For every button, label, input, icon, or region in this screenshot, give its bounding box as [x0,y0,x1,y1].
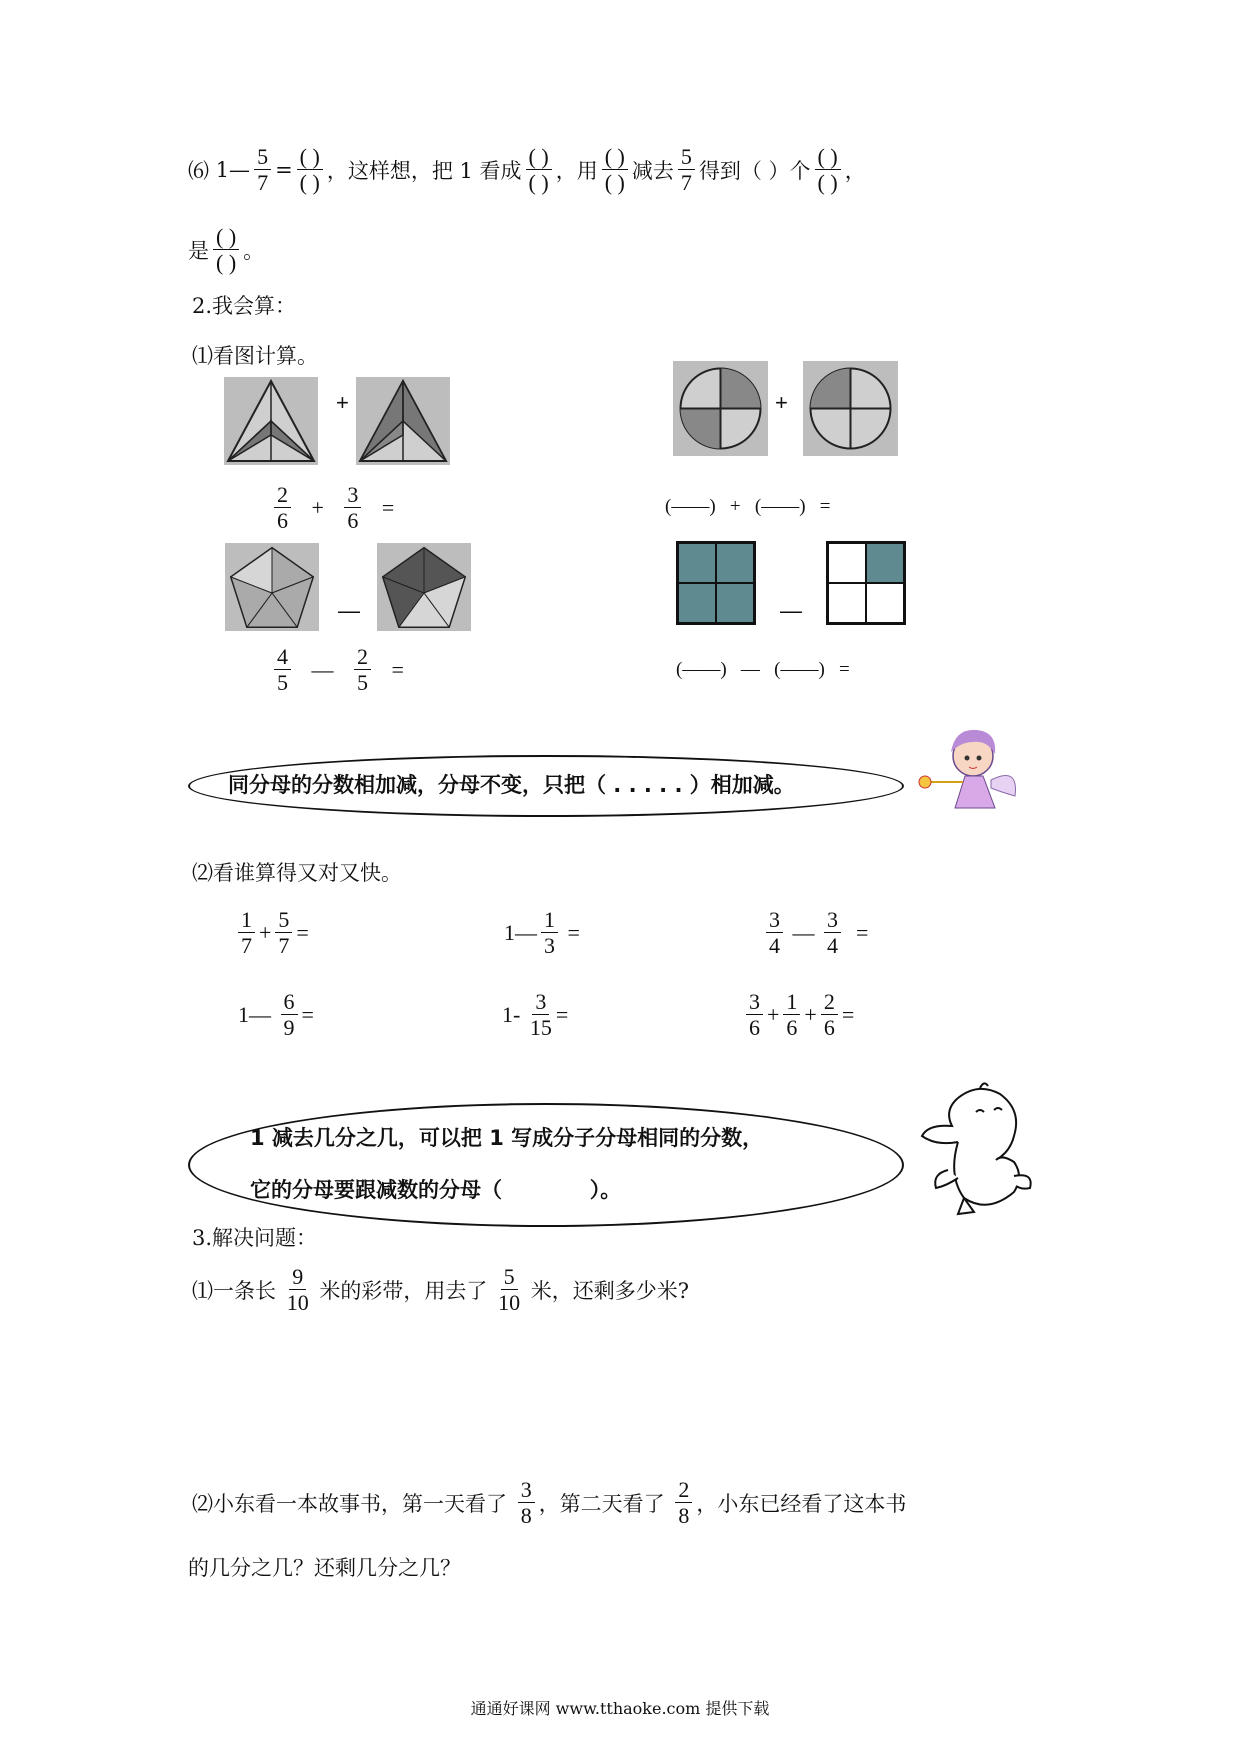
expression-row1-right: (——) + (——) = [665,496,831,517]
expression-row2-right: (——) — (——) = [676,659,850,680]
fraction: $\frac{5}{10}$ [498,1264,521,1316]
equals-sign: = [381,494,395,520]
calc-1 [234,908,309,957]
operator: + [804,1001,817,1027]
fraction: $\frac{3}{4}$ [766,908,783,957]
calc-3 [762,908,868,957]
blank-fraction: $\frac{( )}{( )}$ [297,145,323,194]
equals-sign: = [555,1001,569,1027]
calc-2 [504,908,580,957]
q6-text: 是 [188,238,209,263]
circle-figure-1 [673,361,768,456]
fraction: $\frac{2}{8}$ [675,1478,692,1527]
calc-6 [742,990,854,1039]
pentagon-figure-2 [377,543,471,631]
rule-text-2b: 它的分母要跟减数的分母（ ）。 [250,1178,622,1202]
operator: + [767,1001,780,1027]
operator: 1— [238,1001,271,1027]
calc-5 [502,990,568,1039]
fraction: $\frac{5}{7}$ [275,908,292,957]
fraction: $\frac{9}{10}$ [286,1264,309,1316]
problem-text: 米，还剩多少米? [530,1278,690,1303]
fraction: $\frac{3}{4}$ [824,908,841,957]
equals-sign: = [296,919,309,945]
square-figure-2 [826,541,906,625]
triangle-figure-1 [224,377,318,465]
problem-text: ⑴一条长 [192,1278,276,1303]
triangle-figure-2 [356,377,450,465]
circle-figure-2 [803,361,898,456]
operator: — [311,656,334,682]
plus-sign: + [336,390,349,415]
q6-lead: 1— [215,157,251,182]
section2-sub2: ⑵看谁算得又对又快。 [192,861,402,885]
q6-line1 [188,145,866,194]
operator: + [259,919,272,945]
blank-fraction: $\frac{( )}{( )}$ [526,145,552,194]
q6-text: 。 [243,238,265,263]
q6-text: 得到（ ）个 [698,158,811,183]
fraction: $\frac{3}{8}$ [518,1478,535,1527]
fraction: $\frac{2}{6}$ [274,483,291,532]
problem-2-line2: 的几分之几？还剩几分之几？ [188,1556,461,1580]
fraction: $\frac{1}{7}$ [238,908,255,957]
q6-text: ， [844,158,866,183]
blank-fraction: $\frac{( )}{( )}$ [602,145,628,194]
blank-fraction: $\frac{( )}{( )}$ [815,145,841,194]
q6-text: 减去 [631,158,674,183]
problem-2 [192,1478,906,1527]
equals-sign: = [391,656,404,682]
minus-sign: — [338,598,360,623]
fraction: $\frac{3}{6}$ [746,990,763,1039]
expression-row2-left [270,645,404,694]
q6-label: ⑹ [188,158,209,183]
fraction: $\frac{5}{7}$ [254,145,271,194]
operator: + [311,494,324,520]
blank-fraction: $\frac{( )}{( )}$ [213,225,239,274]
fraction: $\frac{4}{5}$ [274,645,291,694]
pentagon-figure-1 [225,543,319,631]
equals-sign: = [841,1001,855,1027]
problem-text: ，第二天看了 [538,1491,665,1516]
q6-text: ，用 [555,158,598,183]
square-figure-1 [676,541,756,625]
problem-1 [192,1265,689,1314]
fraction: $\frac{1}{6}$ [783,990,800,1039]
q6-text: ，这样想，把 1 看成 [326,158,522,183]
plus-sign: + [775,390,788,415]
fraction: $\frac{6}{9}$ [281,990,298,1039]
fraction: $\frac{1}{3}$ [541,908,558,957]
problem-text: ⑵小东看一本故事书，第一天看了 [192,1491,507,1516]
section3-title: 3.解决问题： [192,1226,318,1250]
section2-title: 2.我会算： [192,294,297,318]
section2-sub1: ⑴看图计算。 [192,344,318,368]
operator: 1— [504,919,537,945]
operator: 1- [502,1001,521,1027]
equals-sign: = [856,919,869,945]
calc-4 [238,990,314,1039]
problem-text: ，小东已经看了这本书 [696,1491,907,1516]
equals-sign: = [301,1001,314,1027]
minus-sign: — [780,598,802,623]
fraction: $\frac{3}{6}$ [344,483,361,532]
fairy-illustration [915,722,1027,814]
equals-sign: = [567,919,580,945]
fraction: $\frac{2}{5}$ [354,645,371,694]
duck-illustration [918,1080,1038,1222]
expression-row1-left [270,483,394,532]
q6-line2 [188,225,264,274]
problem-text: 米的彩带，用去了 [319,1278,488,1303]
footer: 通通好课网 www.tthaoke.com 提供下载 [470,1699,770,1718]
fraction: $\frac{5}{7}$ [678,145,695,194]
rule-text-1: 同分母的分数相加减，分母不变，只把（ . . . . . ）相加减。 [228,773,795,797]
fraction: $\frac{3}{15}$ [529,989,552,1041]
fraction: $\frac{2}{6}$ [821,990,838,1039]
operator: — [792,919,815,945]
rule-text-2a: 1 减去几分之几，可以把 1 写成分子分母相同的分数， [250,1126,764,1150]
equals-sign: = [275,157,293,182]
